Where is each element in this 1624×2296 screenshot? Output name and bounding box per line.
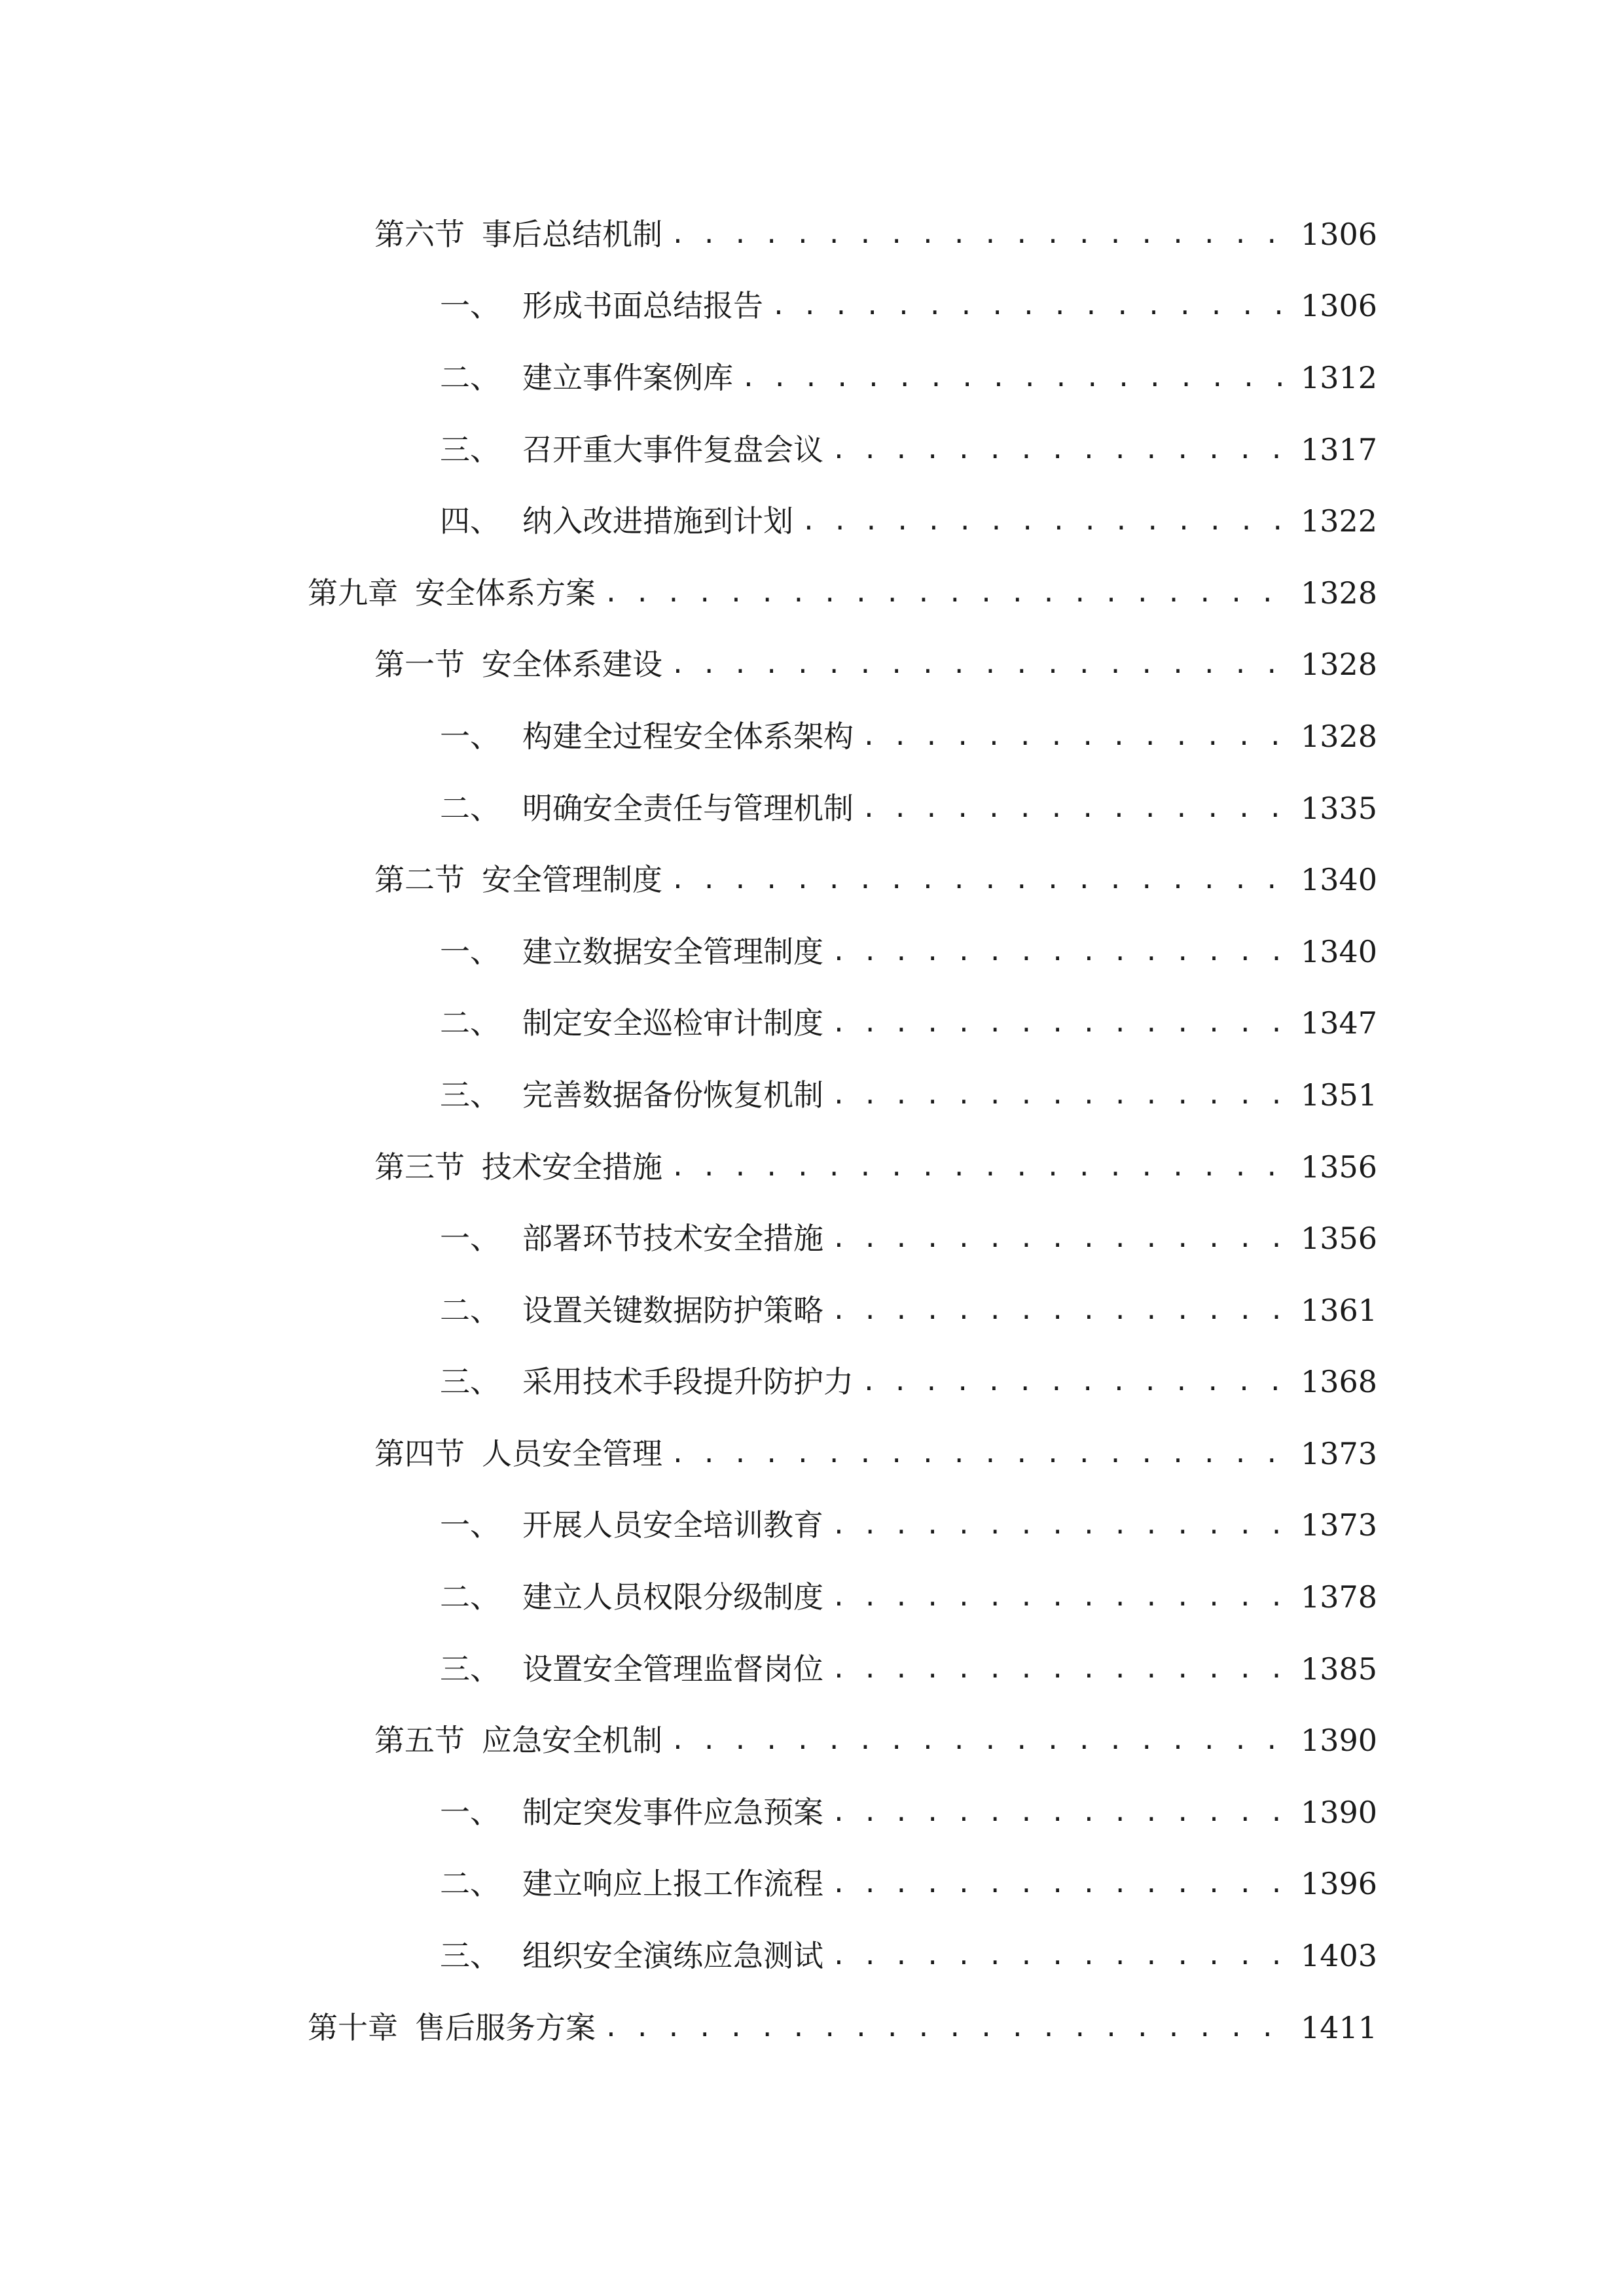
toc-dot-leader	[831, 1943, 1289, 1968]
toc-entry-page-number: 1368	[1301, 1364, 1378, 1400]
toc-entry-page-number: 1385	[1301, 1651, 1378, 1687]
toc-dot-leader	[831, 939, 1289, 964]
toc-dot-leader	[771, 293, 1289, 318]
toc-entry-title: 设置关键数据防护策略	[522, 1292, 823, 1328]
toc-entry-number: 二、	[440, 790, 500, 826]
toc-entry[interactable]	[0, 1848, 1624, 1920]
toc-dot-leader	[831, 1226, 1289, 1251]
toc-entry[interactable]	[0, 1704, 1624, 1776]
toc-entry-number: 三、	[440, 431, 500, 467]
toc-dot-leader	[670, 652, 1289, 677]
toc-entry-title: 应急安全机制	[482, 1723, 662, 1759]
toc-entry-page-number: 1390	[1301, 1723, 1378, 1759]
toc-entry-number: 第九章	[308, 575, 398, 611]
toc-entry-page-number: 1322	[1301, 503, 1378, 539]
toc-entry-title: 建立人员权限分级制度	[522, 1579, 823, 1615]
toc-dot-leader	[831, 437, 1289, 462]
toc-entry-number: 二、	[440, 1005, 500, 1041]
toc-entry-number: 三、	[440, 1077, 500, 1113]
toc-entry-title: 建立数据安全管理制度	[522, 933, 823, 969]
toc-entry-number: 二、	[440, 359, 500, 395]
toc-entry-page-number: 1328	[1301, 718, 1378, 754]
toc-entry-number: 一、	[440, 288, 500, 324]
toc-entry[interactable]	[0, 1274, 1624, 1346]
toc-dot-leader	[831, 1871, 1289, 1896]
toc-entry-page-number: 1306	[1301, 288, 1378, 324]
toc-entry-page-number: 1411	[1301, 2009, 1378, 2045]
toc-entry-number: 第二节	[374, 862, 465, 898]
toc-entry[interactable]	[0, 772, 1624, 844]
toc-entry[interactable]	[0, 1920, 1624, 1992]
toc-entry-number: 三、	[440, 1364, 500, 1400]
toc-entry-title: 售后服务方案	[415, 2009, 596, 2045]
toc-entry-number: 一、	[440, 1507, 500, 1543]
toc-entry-title: 组织安全演练应急测试	[522, 1938, 823, 1974]
toc-entry-title: 建立响应上报工作流程	[522, 1866, 823, 1902]
toc-entry-title: 建立事件案例库	[522, 359, 733, 395]
toc-entry-number: 一、	[440, 1794, 500, 1830]
toc-entry-page-number: 1373	[1301, 1435, 1378, 1471]
toc-entry-number: 三、	[440, 1938, 500, 1974]
toc-dot-leader	[604, 2015, 1289, 2040]
toc-dot-leader	[670, 1155, 1289, 1179]
toc-entry-title: 制定安全巡检审计制度	[522, 1005, 823, 1041]
table-of-contents	[0, 198, 1624, 2063]
toc-entry[interactable]	[0, 414, 1624, 486]
toc-entry-title: 设置安全管理监督岗位	[522, 1651, 823, 1687]
toc-dot-leader	[831, 1011, 1289, 1035]
toc-dot-leader	[670, 1441, 1289, 1466]
toc-entry-page-number: 1356	[1301, 1149, 1378, 1185]
toc-entry-title: 开展人员安全培训教育	[522, 1507, 823, 1543]
toc-entry-number: 第六节	[374, 216, 465, 252]
toc-entry-number: 第五节	[374, 1723, 465, 1759]
toc-entry[interactable]	[0, 1346, 1624, 1418]
toc-dot-leader	[670, 222, 1289, 247]
toc-entry[interactable]	[0, 1561, 1624, 1633]
toc-entry-page-number: 1317	[1301, 431, 1378, 467]
toc-entry-page-number: 1378	[1301, 1579, 1378, 1615]
toc-entry-page-number: 1361	[1301, 1292, 1378, 1328]
toc-entry-title: 采用技术手段提升防护力	[522, 1364, 854, 1400]
toc-entry-title: 技术安全措施	[482, 1149, 662, 1185]
toc-entry-number: 一、	[440, 718, 500, 754]
toc-entry[interactable]	[0, 1633, 1624, 1705]
toc-entry-page-number: 1340	[1301, 933, 1378, 969]
toc-entry-page-number: 1390	[1301, 1794, 1378, 1830]
toc-entry-title: 纳入改进措施到计划	[522, 503, 793, 539]
toc-dot-leader	[670, 1728, 1289, 1753]
toc-entry-title: 构建全过程安全体系架构	[522, 718, 854, 754]
toc-entry-title: 人员安全管理	[482, 1435, 662, 1471]
toc-entry-number: 四、	[440, 503, 500, 539]
toc-entry-number: 一、	[440, 1221, 500, 1257]
toc-entry-number: 第十章	[308, 2009, 398, 2045]
toc-entry-page-number: 1356	[1301, 1221, 1378, 1257]
toc-entry-page-number: 1403	[1301, 1938, 1378, 1974]
toc-entry-number: 第四节	[374, 1435, 465, 1471]
toc-entry-page-number: 1373	[1301, 1507, 1378, 1543]
toc-entry-page-number: 1312	[1301, 359, 1378, 395]
toc-dot-leader	[604, 581, 1289, 605]
toc-entry[interactable]	[0, 485, 1624, 557]
toc-dot-leader	[861, 1369, 1289, 1394]
toc-entry[interactable]	[0, 198, 1624, 270]
toc-entry[interactable]	[0, 1776, 1624, 1848]
toc-entry-number: 二、	[440, 1579, 500, 1615]
toc-dot-leader	[831, 1800, 1289, 1825]
toc-dot-leader	[831, 1298, 1289, 1323]
toc-entry-page-number: 1351	[1301, 1077, 1378, 1113]
toc-dot-leader	[801, 509, 1289, 533]
toc-entry-title: 完善数据备份恢复机制	[522, 1077, 823, 1113]
toc-entry-number: 二、	[440, 1292, 500, 1328]
toc-entry-title: 召开重大事件复盘会议	[522, 431, 823, 467]
toc-entry-page-number: 1306	[1301, 216, 1378, 252]
toc-dot-leader	[741, 365, 1289, 390]
toc-entry[interactable]	[0, 1490, 1624, 1562]
toc-dot-leader	[670, 867, 1289, 892]
toc-entry[interactable]	[0, 1992, 1624, 2064]
toc-entry[interactable]	[0, 1131, 1624, 1203]
toc-entry[interactable]	[0, 270, 1624, 342]
toc-dot-leader	[831, 1083, 1289, 1107]
toc-entry-title: 事后总结机制	[482, 216, 662, 252]
toc-entry[interactable]	[0, 342, 1624, 414]
toc-dot-leader	[831, 1657, 1289, 1681]
toc-dot-leader	[831, 1513, 1289, 1537]
toc-entry[interactable]	[0, 629, 1624, 701]
toc-entry-number: 一、	[440, 933, 500, 969]
toc-entry[interactable]	[0, 844, 1624, 916]
toc-dot-leader	[861, 796, 1289, 821]
toc-entry[interactable]	[0, 557, 1624, 629]
toc-entry[interactable]	[0, 1418, 1624, 1490]
toc-entry-page-number: 1328	[1301, 575, 1378, 611]
toc-dot-leader	[831, 1585, 1289, 1609]
toc-entry[interactable]	[0, 916, 1624, 988]
toc-entry-number: 第三节	[374, 1149, 465, 1185]
toc-entry-number: 第一节	[374, 647, 465, 683]
toc-entry-number: 二、	[440, 1866, 500, 1902]
toc-dot-leader	[861, 724, 1289, 749]
toc-entry-page-number: 1340	[1301, 862, 1378, 898]
toc-entry-number: 三、	[440, 1651, 500, 1687]
toc-entry[interactable]	[0, 700, 1624, 772]
toc-entry-title: 形成书面总结报告	[522, 288, 763, 324]
toc-entry-title: 明确安全责任与管理机制	[522, 790, 854, 826]
toc-entry-page-number: 1396	[1301, 1866, 1378, 1902]
toc-entry[interactable]	[0, 988, 1624, 1060]
toc-entry[interactable]	[0, 1202, 1624, 1274]
toc-entry-page-number: 1328	[1301, 647, 1378, 683]
toc-entry-title: 安全管理制度	[482, 862, 662, 898]
toc-entry[interactable]	[0, 1059, 1624, 1131]
toc-entry-page-number: 1347	[1301, 1005, 1378, 1041]
toc-entry-title: 安全体系建设	[482, 647, 662, 683]
toc-entry-title: 安全体系方案	[415, 575, 596, 611]
toc-entry-title: 制定突发事件应急预案	[522, 1794, 823, 1830]
toc-entry-title: 部署环节技术安全措施	[522, 1221, 823, 1257]
toc-entry-page-number: 1335	[1301, 790, 1378, 826]
